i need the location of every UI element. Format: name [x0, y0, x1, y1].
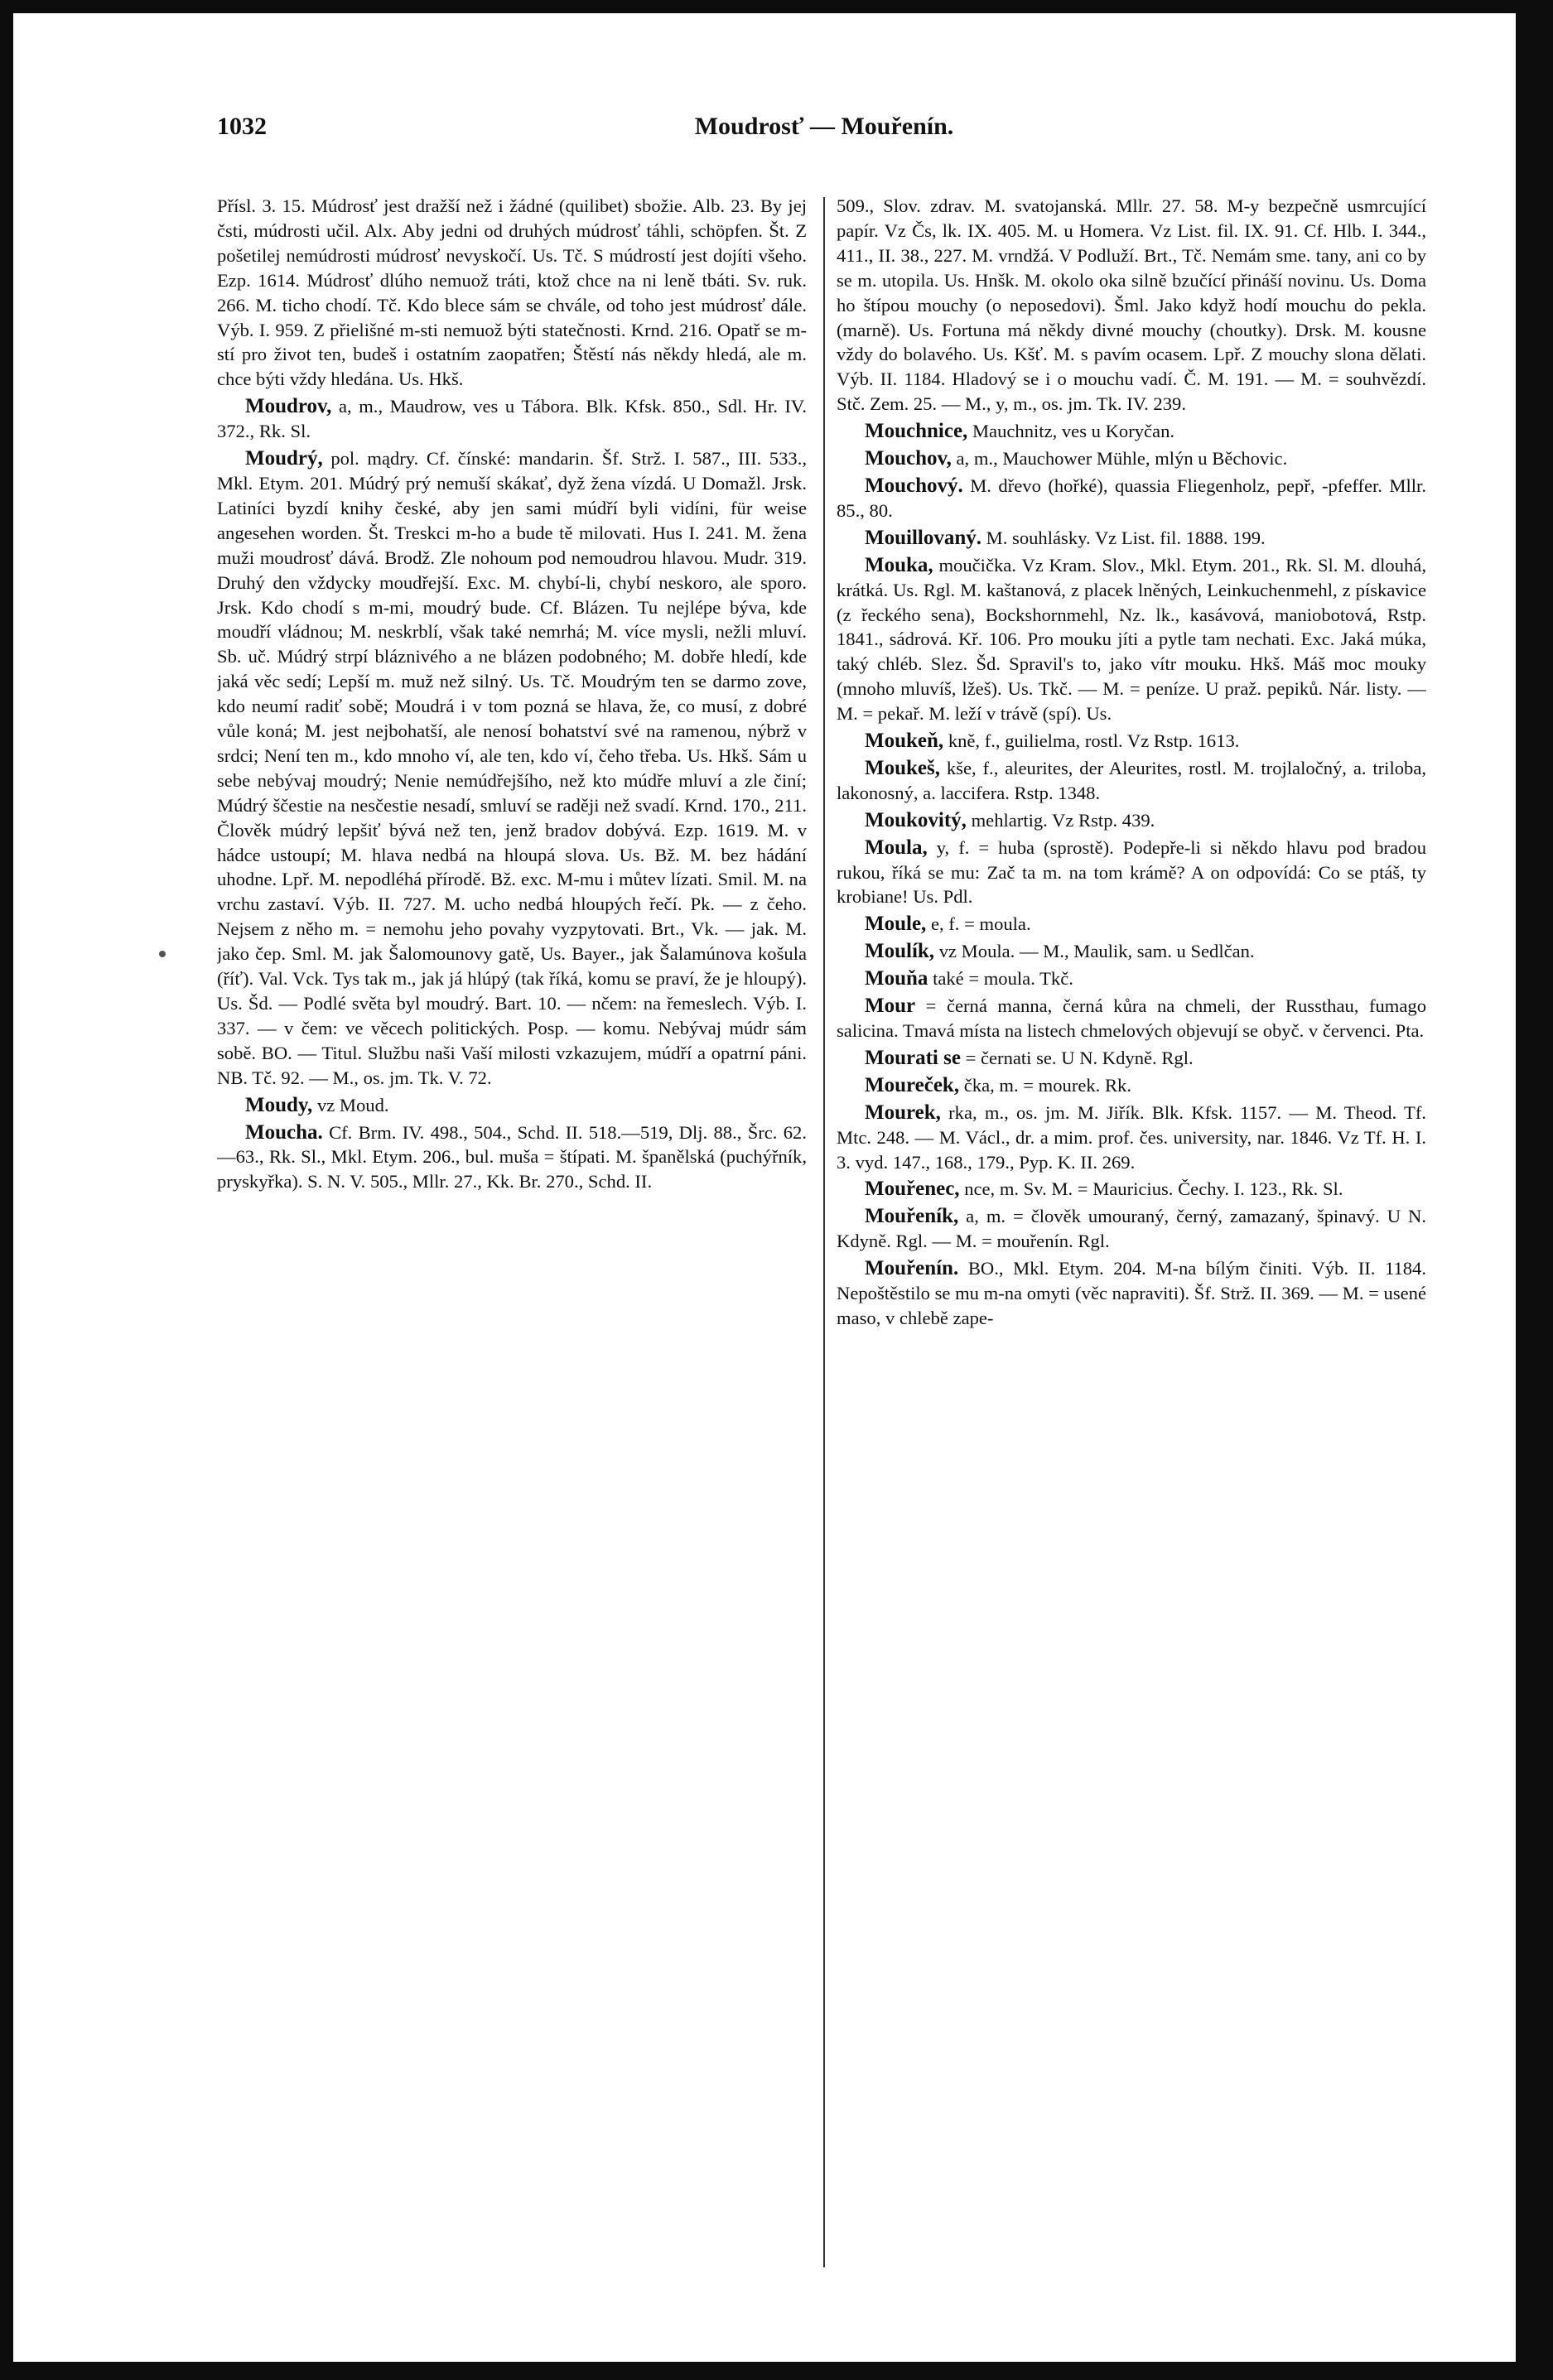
entry-headword: Mouchový. — [865, 474, 963, 497]
entry-text: také = moula. Tkč. — [933, 968, 1073, 990]
text-columns — [217, 194, 1431, 2297]
entry-headword: Mourek, — [865, 1101, 941, 1124]
entry-headword: Moucha. — [245, 1120, 323, 1144]
entry-text: Cf. Brm. IV. 498., 504., Schd. II. 518.—519, Dlj. 88., Šrc. 62.—63., Rk. Sl., Mkl. Etym. 206., bul. muša = štípati. M. španělská (puchýřník, pryskyřka). S. N. V. 505., Mllr. 27., Kk. Br. 270., Schd. II. — [217, 1121, 807, 1192]
dictionary-entry — [837, 419, 1426, 444]
entry-headword: Mouřeník, — [865, 1205, 959, 1228]
entry-text: 509., Slov. zdrav. M. svatojanská. Mllr. 27. 58. M-y bezpečně usmrcující papír. Vz Čs, lk. IX. 405. M. u Homera. Vz List. fil. IX. 91. Cf. Hlb. I. 344., 411., II. 38., 227. M. vrndžá. V Podluží. Brt., Tč. Nemám sme. tany, ani co by se m. utopila. Us. Hnšk. M. okolo oka silně bzučící přináší novinu. Us. Doma ho štípou mouchy (o neposedovi). Šml. Jako když hodí mouchu do pekla. (marně). Us. Fortuna má někdy divné mouchy (choutky). Drsk. M. kousne vždy do bolavého. Us. Kšť. M. s pavím ocasem. Lpř. Z mouchy slona dělati. Výb. II. 1184. Hladový se i o mouchu vadí. Č. M. 191. — M. = souhvězdí. Stč. Zem. 25. — M., y, m., os. jm. Tk. IV. 239. — [837, 195, 1426, 415]
page-title: Moudrosť — Mouřenín. — [694, 113, 954, 140]
dictionary-entry — [837, 553, 1426, 726]
entry-headword: Mouka, — [865, 553, 933, 576]
left-column — [217, 194, 807, 2297]
entry-headword: Moudrov, — [245, 395, 332, 418]
entry-text: y, f. = huba (sprostě). Podepře-li si někdo hlavu pod bradou rukou, říká se mu: Zač ta m. na tom krámě? A on odpovídá: Co se ptáš, ty krobiane! Us. Pdl. — [837, 836, 1426, 908]
page-number: 1032 — [217, 113, 267, 140]
dictionary-entry — [217, 194, 807, 392]
entry-headword: Moudy, — [245, 1093, 313, 1116]
entry-headword: Moula, — [865, 836, 928, 859]
dictionary-entry — [837, 446, 1426, 471]
dictionary-entry — [217, 394, 807, 444]
dictionary-entry — [837, 808, 1426, 833]
entry-text: M. dřevo (hořké), quassia Fliegenholz, pepř, -pfeffer. Mllr. 85., 80. — [837, 475, 1426, 521]
running-head — [217, 113, 1431, 149]
dictionary-entry — [837, 966, 1426, 991]
entry-headword: Mouřenec, — [865, 1178, 960, 1201]
entry-text: vz Moula. — M., Maulik, sam. u Sedlčan. — [938, 941, 1255, 962]
dictionary-entry — [217, 1120, 807, 1195]
entry-text: nce, m. Sv. M. = Mauricius. Čechy. I. 123., Rk. Sl. — [964, 1178, 1343, 1200]
right-column — [837, 194, 1426, 2297]
dictionary-entry — [837, 1204, 1426, 1254]
dictionary-page — [13, 13, 1516, 2362]
entry-headword: Mour — [865, 995, 916, 1018]
entry-text: mehlartig. Vz Rstp. 439. — [971, 809, 1155, 831]
entry-headword: Moudrý, — [245, 447, 323, 470]
entry-headword: Mouillovaný. — [865, 526, 981, 549]
entry-headword: Mouchnice, — [865, 420, 968, 443]
dictionary-entry — [217, 446, 807, 1091]
entry-text: a, m., Mauchower Mühle, mlýn u Běchovic. — [956, 448, 1288, 470]
dictionary-entry — [837, 1073, 1426, 1098]
entry-text: a, m. = člověk umourаný, černý, zamazaný, špinavý. U N. Kdyně. Rgl. — M. = mouřenín. Rgl. — [837, 1206, 1426, 1252]
entry-headword: Moukovitý, — [865, 808, 967, 831]
dictionary-entry — [837, 474, 1426, 523]
dictionary-entry — [837, 729, 1426, 754]
dictionary-entry — [837, 836, 1426, 910]
column-divider — [823, 197, 825, 2267]
dictionary-entry — [837, 939, 1426, 964]
entry-text: e, f. = moula. — [930, 913, 1031, 935]
dictionary-entry — [837, 526, 1426, 551]
entry-text: kně, f., guilielma, rostl. Vz Rstp. 1613. — [948, 730, 1240, 752]
entry-headword: Mourati se — [865, 1046, 961, 1069]
entry-text: M. souhlásky. Vz List. fil. 1888. 199. — [986, 527, 1266, 548]
dictionary-entry — [837, 1101, 1426, 1175]
entry-text: a, m., Maudrow, ves u Tábora. Blk. Kfsk. 850., Sdl. Hr. IV. 372., Rk. Sl. — [217, 396, 807, 442]
dictionary-entry — [837, 912, 1426, 937]
entry-text: kše, f., aleurites, der Aleurites, rostl. M. trojlaločný, a. triloba, lakonosný, a. laccifera. Rstp. 1348. — [837, 757, 1426, 803]
dictionary-entry — [837, 1177, 1426, 1202]
dictionary-entry — [837, 994, 1426, 1043]
entry-headword: Moukeň, — [865, 730, 944, 753]
entry-text: Mauchnitz, ves u Koryčan. — [972, 421, 1175, 442]
entry-headword: Moule, — [865, 913, 927, 936]
entry-text: vz Moud. — [316, 1094, 389, 1115]
dictionary-entry — [837, 1046, 1426, 1071]
entry-text: čka, m. = mourek. Rk. — [963, 1074, 1131, 1096]
entry-headword: Mouňa — [865, 967, 928, 990]
margin-dot — [159, 951, 166, 957]
dictionary-entry — [217, 1093, 807, 1118]
dictionary-entry — [837, 1256, 1426, 1331]
entry-headword: Moulík, — [865, 940, 935, 963]
entry-text: moučička. Vz Kram. Slov., Mkl. Etym. 201., Rk. Sl. M. dlouhá, krátká. Us. Rgl. M. kaštanová, z placek lněných, Leinkuchenmehl, z pískavice (z řeckého sena), Bockshornmehl, Nz. lk., kasávová, maniobotová, Rstp. 1841., sádrová. Kř. 106. Pro mouku jíti a pytle tam nechati. Exc. Jaká múka, taký chléb. Slez. Šd. Spravil's to, jako vítr mouku. Hkš. Máš moc mouky (mnoho mluvíš, lžeš). Us. Tkč. — M. = peníze. U praž. pepiků. Nár. listy. — M. = pekař. M. leží v trávě (spí). Us. — [837, 554, 1426, 725]
entry-text: = černá manna, černá kůra na chmeli, der Russthau, fumago salicina. Tmavá místa na listech chmelových objevují se obyč. v červenci. Pta. — [837, 995, 1426, 1041]
entry-headword: Moureček, — [865, 1073, 960, 1096]
entry-text: Přísl. 3. 15. Múdrosť jest dražší než i žádné (quilibet) sbožie. Alb. 23. By jej čsti, múdrosti učil. Alx. Aby jedni od druhých múdrosť táhli, schöpfen. Št. Z pošetilej nemúdrosti múdrosť nevyskočí. Us. Tč. S múdrostí jest dojíti všeho. Ezp. 1614. Múdrosť dlúho nemuož tráti, ktož chce na ni leně tbáti. Sv. ruk. 266. M. ticho chodí. Tč. Kdo blece sám se chvále, od toho jest múdrosť dále. Výb. I. 959. Z přielišné m-sti nemuož býti statečnosti. Krnd. 216. Opatř se m-stí pro život ten, budeš i ostatním zaopatřen; Štěstí nás někdy hledá, ale m. chce býti vždy hledána. Us. Hkš. — [217, 195, 807, 390]
entry-text: rka, m., os. jm. M. Jiřík. Blk. Kfsk. 1157. — M. Theod. Tf. Mtc. 248. — M. Václ., dr. a mim. prof. čes. university, nar. 1846. Vz Tf. H. I. 3. vyd. 147., 168., 179., Pyp. K. II. 269. — [837, 1101, 1426, 1173]
entry-text: = černati se. U N. Kdyně. Rgl. — [965, 1047, 1194, 1068]
entry-text: pol. mądry. Cf. čínské: mandarin. Šf. Strž. I. 587., III. 533., Mkl. Etym. 201. Múdrý prý nemuší skákať, dyž žena vízdá. U Domažl. Jrsk. Latiníci byzdí knihy české, aby jen sami múdří byli vidíni, für weise angesehen worden. Št. Treskci m-ho a bude tě milovati. Hus I. 241. M. žena muži moudrosť dává. Brodž. Zle nohoum pod nemoudrou hlavou. Mudr. 319. Druhý den vždycky moudřejší. Exc. M. chybí-li, chybí neskoro, ale sporo. Jrsk. Kdo chodí s m-mi, moudrý bude. Cf. Blázen. Tu nejlépe býva, kde moudří vládnou; M. neskrblí, však také nemrhá; M. více mysli, nežli mluví. Sb. uč. Múdrý strpí bláznivého a ne blázen podobného; M. dobře hledí, kde jaká věc sedí; Lepší m. muž než silný. Us. Tč. Moudrým ten se darmo zove, kdo neumí radiť sobě; Moudrá i v tom pozná se hlava, že, co musí, z dobré vůle koná; M. jest nejbohatší, ale nenosí bohatství své na ramenou, nýbrž v srdci; Není ten m., kdo mnoho ví, ale ten, kdo ví, čeho třeba. Us. Hkš. Sám u sebe nebývaj moudrý; Nenie nemúdřejšího, než kto múdře mluví a zle činí; Múdrý ščestie na nesčestie nesadí, smluví se raději než svadí. Krnd. 170., 211. Člověk múdrý lepšiť bývá než ten, jenž bradov dobývá. Ezp. 1619. M. v hádce ustoupí; M. hlava nedbá na hloupá slova. Us. Bž. M. bez hádání uhodne. Lpř. M. nepodléhá přírodě. Bž. exc. M-mu i můtev lízati. Smil. M. na vrchu zastaví. Výb. II. 727. M. ucho nedbá hloupých řečí. Pk. — z čeho. Nejsem z něho m. = nemohu jeho povahy vyzpytovati. Brt., Vk. — jak. M. jako čep. Sml. M. jak Šalomounovy gatě, Us. Bayer., jak Šalamúnova košula (říť). Val. Vck. Tys tak m., jak já hlúpý (tak říká, komu se praví, že je hloupý). Us. Šd. — Podlé světa byl moudrý. Bart. 10. — nčem: na řemeslech. Výb. I. 337. — v čem: ve věcech politických. Posp. — komu. Nebývaj múdr sám sobě. BO. — Titul. Službu naši Vaší milosti vzkazujem, múdří a opatrní páni. NB. Tč. 92. — M., os. jm. Tk. V. 72. — [217, 448, 807, 1088]
entry-headword: Mouřenín. — [865, 1257, 959, 1280]
entry-text: BO., Mkl. Etym. 204. M-na bílým činiti. Výb. II. 1184. Nepoštěstilo se mu m-na omyti (věc napraviti). Šf. Strž. II. 369. — M. = usené maso, v chlebě zape- — [837, 1258, 1426, 1328]
entry-headword: Mouchov, — [865, 447, 952, 470]
dictionary-entry — [837, 194, 1426, 417]
dictionary-entry — [837, 756, 1426, 806]
entry-headword: Moukeš, — [865, 756, 940, 779]
